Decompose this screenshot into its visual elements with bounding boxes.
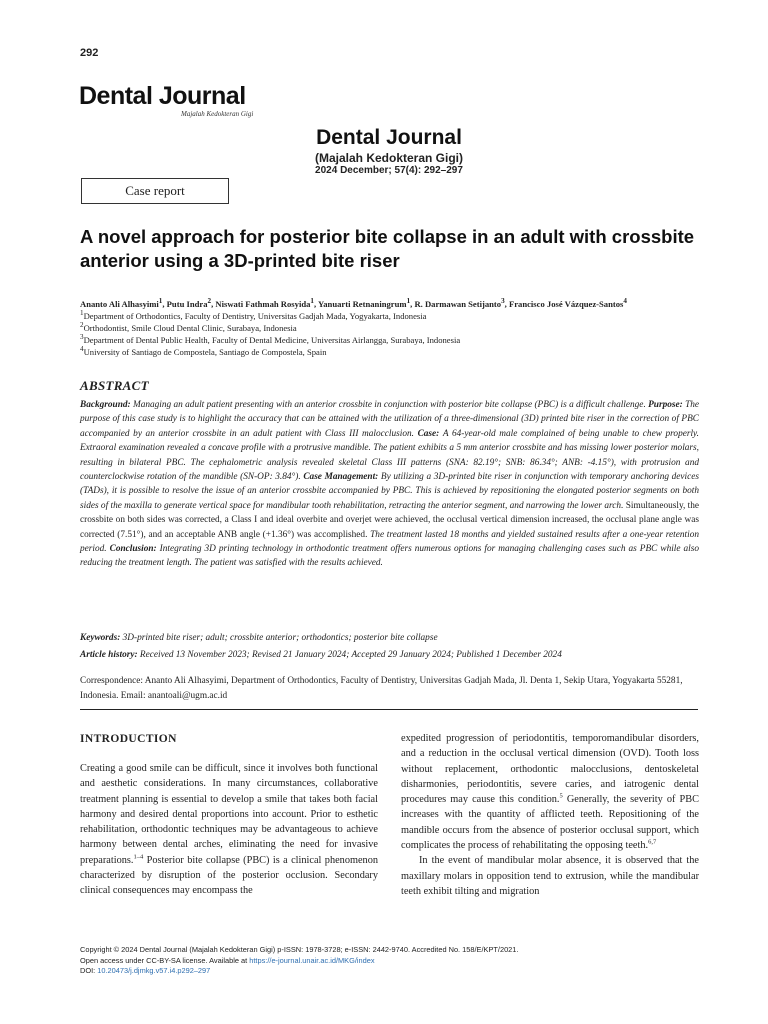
intro-column-left: Creating a good smile can be difficult, since it involves both functional and aesthetic considerations. In many circumstances, collaborative treatment planning is essential to develop a smile that takes both facial harmony and desired dental proportions into account. Prior to esthetic rehabilitation, orthodontic techniques may be advantageous to achieve harmony between dental arches, eliminating the need for invasive preparations.$^{1-4}$ Posterior bite collapse (PBC) is a clinical phenomenon characterized by disruption of the posterior occlusion. Secondary clinical consequences may encompass the [80,763,378,897]
copyright-line: Copyright © 2024 Dental Journal (Majalah Kedokteran Gigi) p-ISSN: 1978-3728; e-ISSN: 2442-9740. Accredited No. 158/E/KPT/2021. [80,945,519,954]
abstract-conclusion: Integrating 3D printing technology in orthodontic treatment offers numerous options for managing challenging cases such as PBC while also reducing the treatment length. The patient was satisfied with the results achieved. [80,544,700,569]
author: R. Darmawan Setijanto$^3$, [414,297,509,309]
author: Niswati Fathmah Rosyida$^1$, [215,297,318,309]
abstract-case: A 64-year-old male complained of being unable to chew properly. Extraoral examination revealed a concave profile with a protrusive mandible. The patient exhibits a 5 mm anterior crossbite and has missing lower posterior molars, resulting in bilateral PBC. The cephalometric analysis revealed skeletal Class III patterns (SNA: 82.19°; SNB: 86.34°; ANB: -4.15°), with protrusion and counterclockwise rotation of the mandible (SN-OP: 3.84°). [80,428,699,483]
journal-url-link[interactable]: https://e-journal.unair.ac.id/MKG/index [249,955,375,965]
abstract-purpose-label: Purpose: [648,400,683,410]
author: Putu Indra$^2$, [166,297,216,309]
section-divider [80,709,698,710]
article-history: Article history: Received 13 November 2023; Revised 21 January 2024; Accepted 29 January 2024; Published 1 December 2024 [80,650,562,660]
article-title: A novel approach for posterior bite collapse in an adult with crossbite anterior using a 3D-printed bite riser [80,226,695,271]
journal-issue: 2024 December; 57(4): 292–297 [315,165,463,176]
footer [80,945,700,977]
journal-subtitle: (Majalah Kedokteran Gigi) [314,151,464,165]
abstract-heading: ABSTRACT [80,378,149,393]
doi-line: DOI: 10.20473/j.djmkg.v57.i4.p292–297 [80,966,211,975]
affiliation: $^2$Orthodontist, Smile Cloud Dental Clinic, Surabaya, Indonesia [80,321,297,333]
abstract-management: By utilizing a 3D-printed bite riser in conjunction with temporary anchoring devices (TADs), it is possible to resolve the issue of an anterior crossbite accompanied by PBC. This is achieved by repositioning the elongated posterior segments on both sides of the maxilla to generate vertical space for mandibular tooth rehabilitation, retracting the anterior segment, and narrowing the lower arch. [80,472,700,511]
author: Yanuarti Retnaningrum$^1$, [317,297,415,309]
doi-link[interactable]: 10.20473/j.djmkg.v57.i4.p292–297 [97,966,211,975]
abstract-management-results: Simultaneously, the crossbite on both sides was corrected, a Class I and ideal overbite and overjet were achieved, the occlusal vertical dimension increased, the occlusal plane angle was corrected (7.51°), and an acceptable ANB angle (+1.36°) was accomplished. [80,500,700,540]
affiliation: $^3$Department of Dental Public Health, Faculty of Dental Medicine, Universitas Airlangga, Surabaya, Indonesia [80,333,461,345]
license-line: Open access under CC-BY-SA license. Available at https://e-journal.unair.ac.id/MKG/index [80,955,375,965]
introduction-heading: INTRODUCTION [80,733,177,745]
author: Francisco José Vázquez-Santos$^4$ [508,297,627,309]
intro-column-right: expedited progression of periodontitis, temporomandibular disorders, and a reduction in the occlusal vertical dimension (OVD). Tooth loss without replacement, orthodontic malocclusions, dentoskeletal disharmonies, periodontitis, severe caries, and iatrogenic dental procedures may cause this condition.$^5$ Generally, the severity of PBC increases with the quantity of afflicted teeth. Repositioning of the mandible occurs from the absence of posterior occlusal support, which complicates the process of rehabilitating the opposing teeth.$^{6,7}$ In the event of mandibular molar absence, it is observed that the maxillary molars in opposition tend to extrusion, while the mandibular teeth exhibit tilting and migration [401,733,699,897]
keywords: Keywords: 3D-printed bite riser; adult; crossbite anterior; orthodontics; posterior bite collapse [80,633,438,643]
abstract-case-label: Case: [417,428,440,439]
journal-logo-subtitle: Majalah Kedokteran Gigi [181,110,254,118]
journal-title: Dental Journal [316,126,462,149]
journal-logo: Dental Journal [79,82,246,110]
author: Ananto Ali Alhasyimi$^1$, [80,297,167,309]
abstract-body [80,398,699,571]
abstract-management-label: Case Management: [303,472,379,483]
abstract-management-end: The treatment lasted 18 months and yielded sustained results after a one-year retention period. [80,529,699,555]
abstract-purpose: The purpose of this case study is to highlight the accuracy that can be attained with the utilization of a three-dimensional (3D) printed bite riser in the correction of PBC accompanied by an anterior crossbite in an adult patient with Class III malocclusion. [80,400,700,439]
affiliation: $^1$Department of Orthodontics, Faculty of Dentistry, Universitas Gadjah Mada, Yogyakarta, Indonesia [80,309,427,321]
article-type-badge: Case report [81,178,229,204]
page-number: 292 [80,47,99,59]
abstract-background: Managing an adult patient presenting with an anterior crossbite in conjunction with posterior bite collapse (PBC) is a difficult challenge. [132,400,646,410]
abstract-conclusion-label: Conclusion: [109,544,157,555]
abstract-background-label: Background: [80,400,131,410]
affiliation: $^4$University of Santiago de Compostela, Santiago de Compostela, Spain [80,345,327,357]
correspondence: Correspondence: Ananto Ali Alhasyimi, Department of Orthodontics, Faculty of Dentistry, Universitas Gadjah Mada, Jl. Denta 1, Sekip Utara, Yogyakarta 55281, Indonesia. Email: anantoali@ugm.ac.id [80,676,683,701]
